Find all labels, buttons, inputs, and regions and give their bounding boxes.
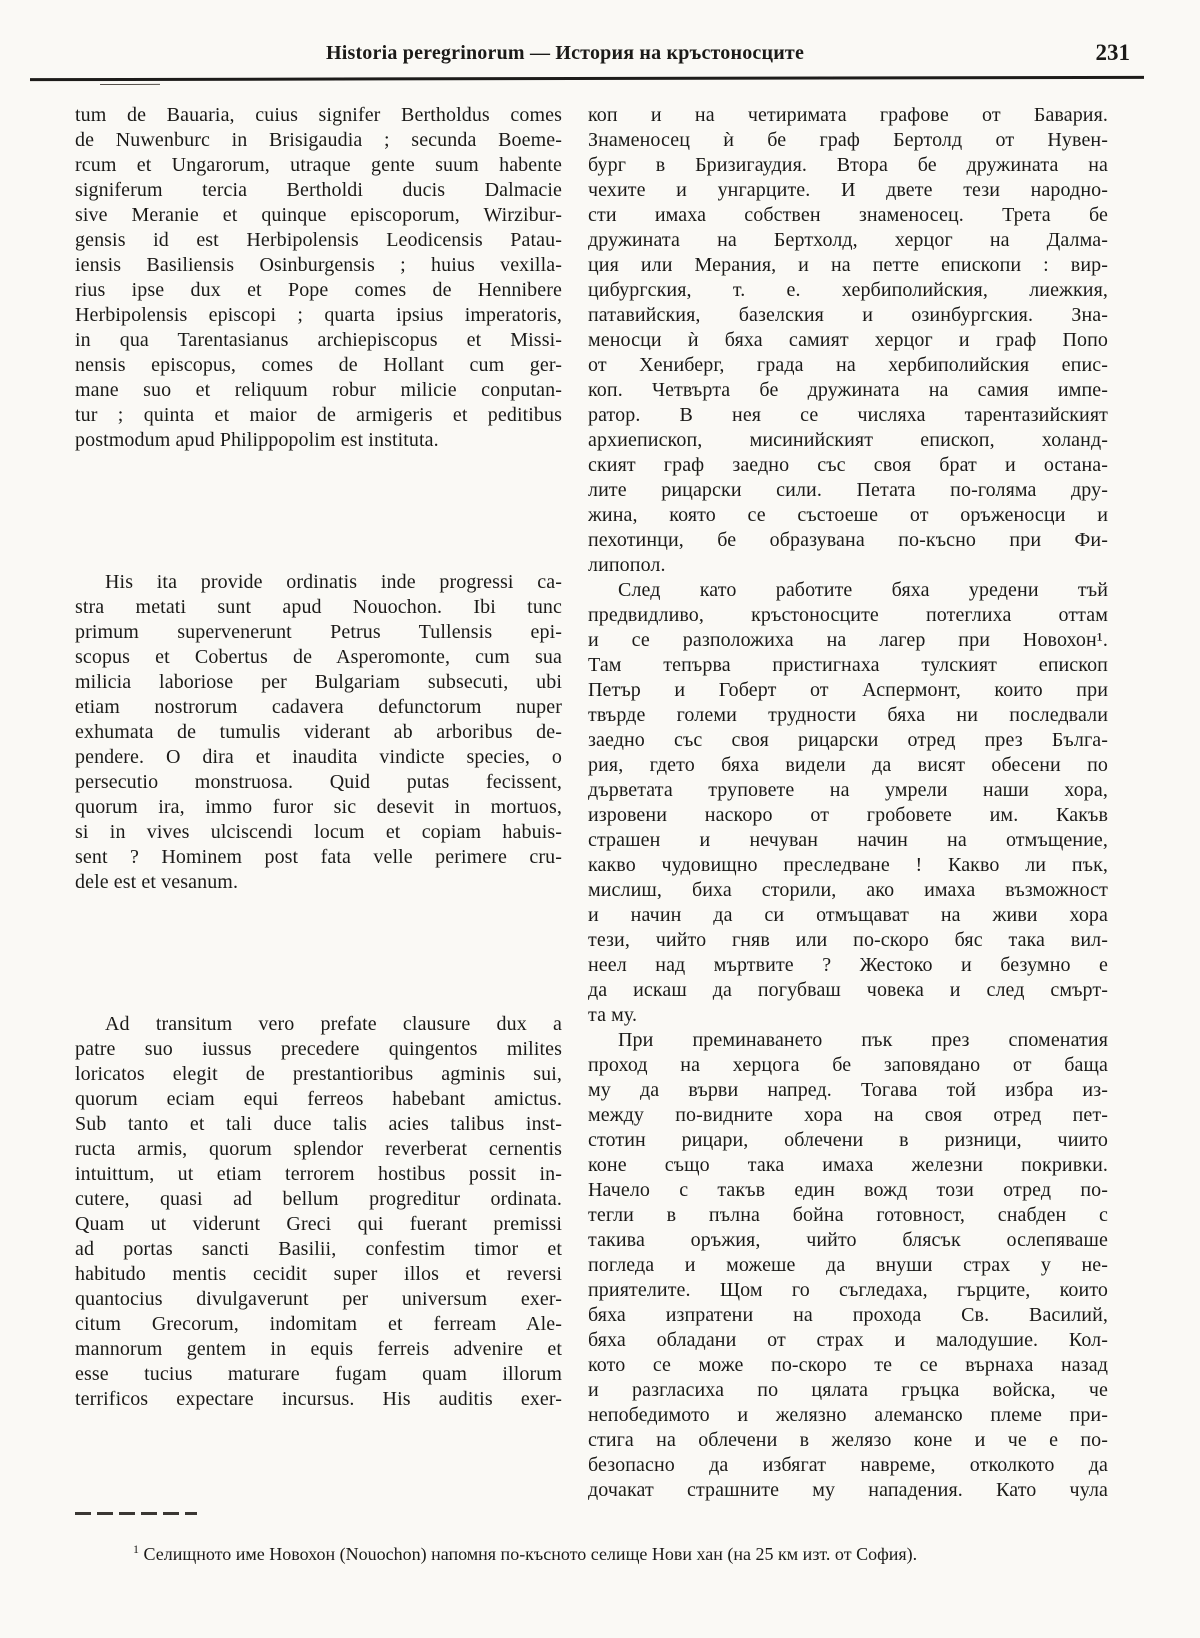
text-line: жина, която се състоеше от оръженосци и: [588, 504, 1108, 526]
text-line: patre suo iussus precedere quingentos milites: [75, 1038, 562, 1060]
text-line: Знаменосец ѝ бе граф Бертолд от Нувен-: [588, 129, 1108, 151]
running-head-title: Historia peregrinorum — История на кръстоносците: [325, 42, 805, 64]
text-line: mannorum gentem in equis ferreis advenire et: [75, 1338, 562, 1360]
text-line: signiferum tercia Bertholdi ducis Dalmacie: [75, 179, 562, 201]
text-line: изровени наскоро от гробовете им. Какъв: [588, 804, 1108, 826]
text-line: проход на херцога бе заповядано от баща: [588, 1054, 1108, 1076]
text-line: stra metati sunt apud Nouochon. Ibi tunc: [75, 596, 562, 618]
text-line: меносци ѝ бяха самият херцог и граф Попо: [588, 329, 1108, 351]
text-line: terrificos expectare incursus. His auditis exer-: [75, 1388, 562, 1410]
text-line: кото се може по-скоро те се върнаха назад: [588, 1354, 1108, 1376]
text-line: коп и на четиримата графове от Бавария.: [588, 104, 1108, 126]
text-line: quorum ira, immo furor sic desevit in mortuos,: [75, 796, 562, 818]
text-line: дочакат страшните му нападения. Като чула: [588, 1479, 1108, 1501]
text-line: та му.: [588, 1004, 638, 1026]
text-line: de Nuwenburc in Brisigaudia ; secunda Boeme-: [75, 129, 562, 151]
text-line: scopus et Cobertus de Asperomonte, cum sua: [75, 646, 562, 668]
paragraph: [75, 103, 562, 453]
text-line: да искаш да погубваш човека и след смърт-: [588, 979, 1108, 1001]
text-line: pendere. O dira et inaudita vindicte species, o: [75, 746, 562, 768]
text-line: Herbipolensis episcopi ; quarta ipsius imperatoris,: [75, 304, 562, 326]
text-line: postmodum apud Philippopolim est instituta.: [75, 429, 439, 451]
footnote-marker: 1: [133, 1542, 139, 1556]
text-line: След като работите бяха уредени тъй: [618, 579, 1108, 601]
text-line: какво чудовищно преследване ! Какво ли пък,: [588, 854, 1108, 876]
text-line: страшен и нечуван начин на отмъщение,: [588, 829, 1108, 851]
text-line: мислиш, биха сторили, ако имаха възможност: [588, 879, 1108, 901]
text-line: nensis episcopus, comes de Hollant cum ger-: [75, 354, 562, 376]
text-line: primum supervenerunt Petrus Tullensis epi-: [75, 621, 562, 643]
text-line: такива оръжия, чийто блясък ослепяваше: [588, 1229, 1108, 1251]
text-line: неел над мъртвите ? Жестоко и безумно е: [588, 954, 1108, 976]
text-line: milicia laboriose per Bulgariam subsecuti, ubi: [75, 671, 562, 693]
text-line: патавийския, базелския и озинбургския. Зна-: [588, 304, 1108, 326]
text-line: tur ; quinta et maior de armigeris et peditibus: [75, 404, 562, 426]
text-line: При преминаването пък през споменатия: [618, 1029, 1108, 1051]
text-line: citum Grecorum, indomitam et ferream Ale-: [75, 1313, 562, 1335]
text-line: коп. Четвърта бе дружината на самия импе-: [588, 379, 1108, 401]
text-line: твърде големи трудности бяха ни последвали: [588, 704, 1108, 726]
text-line: между по-видните хора на своя отред пет-: [588, 1104, 1108, 1126]
text-line: сти имаха собствен знаменосец. Трета бе: [588, 204, 1108, 226]
paragraph: [588, 578, 1108, 1028]
text-line: persecutio monstruosa. Quid putas fecissent,: [75, 771, 562, 793]
text-line: Ad transitum vero prefate clausure dux a: [105, 1013, 562, 1035]
text-line: бяха обладани от страх и малодушие. Кол-: [588, 1329, 1108, 1351]
text-line: Sub tanto et tali duce talis acies talibus inst-: [75, 1113, 562, 1135]
text-line: му да върви напред. Тогава той избра из-: [588, 1079, 1108, 1101]
text-line: лите рицарски сили. Петата по-голяма дру-: [588, 479, 1108, 501]
text-line: quantocius divulgaverunt per universum exer-: [75, 1288, 562, 1310]
text-line: etiam nostrorum cadavera defunctorum nuper: [75, 696, 562, 718]
text-line: intuittum, ut etiam terrorem hostibus possit in-: [75, 1163, 562, 1185]
text-line: непобедимото и желязно алеманско племе при-: [588, 1404, 1108, 1426]
text-line: dele est et vesanum.: [75, 871, 239, 893]
text-line: бург в Бризигаудия. Втора бе дружината на: [588, 154, 1108, 176]
text-line: tum de Bauaria, cuius signifer Bertholdus comes: [75, 104, 562, 126]
text-line: Начело с такъв един вожд този отред по-: [588, 1179, 1108, 1201]
text-line: si in vives ulciscendi locum et copiam habuis-: [75, 821, 562, 843]
text-line: loricatos elegit de prestantioribus agminis sui,: [75, 1063, 562, 1085]
text-line: cutere, quasi ad bellum progreditur ordinata.: [75, 1188, 562, 1210]
text-line: gensis id est Herbipolensis Leodicensis Patau-: [75, 229, 562, 251]
paragraph: [75, 570, 562, 895]
text-line: rcum et Ungarorum, utraque gente suum habente: [75, 154, 562, 176]
text-line: ructa armis, quorum splendor reverberat cernentis: [75, 1138, 562, 1160]
paragraph: [588, 103, 1108, 578]
footnote: [75, 1542, 1127, 1566]
text-line: iensis Basiliensis Osinburgensis ; huius vexilla-: [75, 254, 562, 276]
text-line: архиепископ, мисинийският епископ, холанд-: [588, 429, 1108, 451]
text-line: и се разположиха на лагер при Новохон¹.: [588, 629, 1108, 651]
text-line: ратор. В нея се числяха тарентазийският: [588, 404, 1108, 426]
text-line: sive Meranie et quinque episcoporum, Wirzibur-: [75, 204, 562, 226]
text-line: ският граф заедно със своя брат и остана-: [588, 454, 1108, 476]
text-line: ad portas sancti Basilii, confestim timor et: [75, 1238, 562, 1260]
text-line: rius ipse dux et Pope comes de Hennibere: [75, 279, 562, 301]
footnote-text: Селищното име Новохон (Nouochon) напомня по-късното селище Нови хан (на 25 км изт. от София).: [143, 1544, 918, 1564]
right-column-bulgarian: [588, 103, 1108, 1503]
text-line: бяха изпратени на прохода Св. Василий,: [588, 1304, 1108, 1326]
text-line: предвидливо, кръстоносците потеглиха оттам: [588, 604, 1108, 626]
text-line: Петър и Гоберт от Аспермонт, които при: [588, 679, 1108, 701]
text-line: приятелите. Щом го съгледаха, гърците, които: [588, 1279, 1108, 1301]
text-columns: [75, 103, 1108, 1503]
text-line: рия, гдето бяха видели да висят обесени по: [588, 754, 1108, 776]
text-line: дърветата труповете на умрели наши хора,: [588, 779, 1108, 801]
text-line: quorum eciam equi ferreos habebant amictus.: [75, 1088, 562, 1110]
text-line: стотин рицари, облечени в ризници, чиито: [588, 1129, 1108, 1151]
text-line: тегли в пълна бойна готовност, снабден с: [588, 1204, 1108, 1226]
text-line: дружината на Бертхолд, херцог на Далма-: [588, 229, 1108, 251]
text-line: липопол.: [588, 554, 666, 576]
text-line: погледа и можеше да внуши страх у не-: [588, 1254, 1108, 1276]
text-line: от Хениберг, града на хербиполийския епис-: [588, 354, 1108, 376]
text-line: esse tucius maturare fugam quam illorum: [75, 1363, 562, 1385]
text-line: habitudo mentis cecidit super illos et reversi: [75, 1263, 562, 1285]
text-line: безопасно да избягат навреме, отколкото да: [588, 1454, 1108, 1476]
paragraph: [75, 1012, 562, 1412]
text-line: коне също така имаха железни покривки.: [588, 1154, 1108, 1176]
text-line: sent ? Hominem post fata velle perimere cru-: [75, 846, 562, 868]
text-line: цибургския, т. е. хербиполийския, лиежкия,: [588, 279, 1108, 301]
left-column-latin: [75, 103, 562, 1503]
text-line: тези, чийто гняв или по-скоро бяс така вил-: [588, 929, 1108, 951]
text-line: His ita provide ordinatis inde progressi ca-: [105, 571, 562, 593]
text-line: заедно със своя рицарски отред през Бълга-: [588, 729, 1108, 751]
text-line: и начин да си отмъщават на живи хора: [588, 904, 1108, 926]
text-line: стига на облечени в желязо коне и че е по-: [588, 1429, 1108, 1451]
footnote-separator: [75, 1512, 197, 1515]
text-line: ция или Мерания, и на петте епископи : вир-: [588, 254, 1108, 276]
page-number: 231: [1095, 40, 1130, 65]
text-line: mane suo et reliquum robur milicie conputan-: [75, 379, 562, 401]
text-line: пехотинци, бе образувана по-късно при Фи-: [588, 529, 1108, 551]
paragraph: [588, 1028, 1108, 1503]
text-line: Там тепърва пристигнаха тулският епископ: [588, 654, 1108, 676]
text-line: Quam ut viderunt Greci qui fuerant premissi: [75, 1213, 562, 1235]
header-rule: [30, 76, 1144, 81]
text-line: и разгласиха по цялата гръцка войска, че: [588, 1379, 1108, 1401]
text-line: exhumata de tumulis viderant ab arboribus de-: [75, 721, 562, 743]
text-line: in qua Tarentasianus archiepiscopus et Missi-: [75, 329, 562, 351]
text-line: чехите и унгарците. И двете тези народно-: [588, 179, 1108, 201]
